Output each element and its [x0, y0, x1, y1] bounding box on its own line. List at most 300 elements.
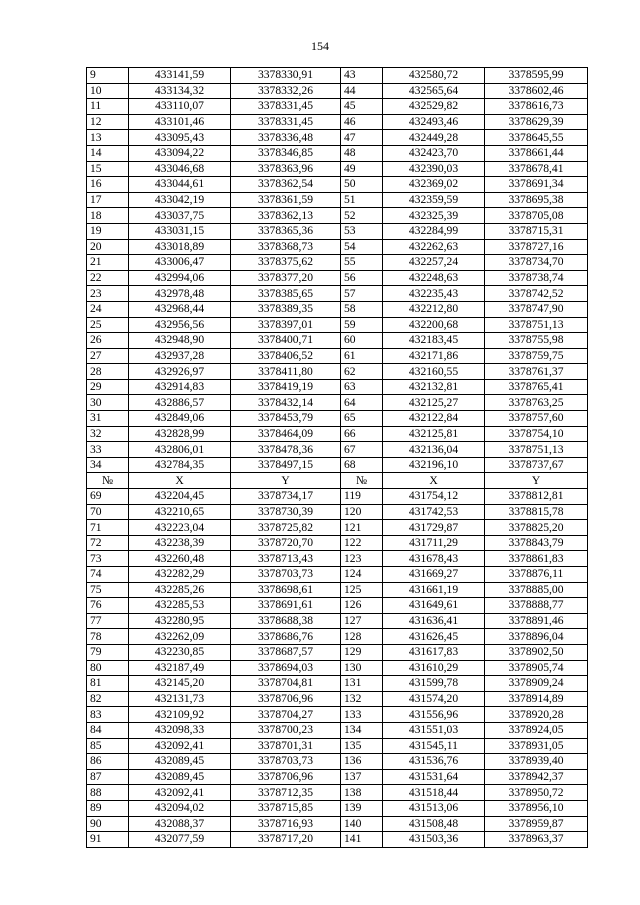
x-coordinate-cell: 431599,78: [383, 676, 485, 692]
point-number-cell: 128: [341, 629, 383, 645]
point-number-cell: 85: [87, 738, 129, 754]
x-coordinate-cell: 432092,41: [129, 738, 231, 754]
point-number-cell: 138: [341, 785, 383, 801]
table-row: [87, 145, 588, 161]
point-number-cell: 29: [87, 379, 129, 395]
point-number-cell: 43: [341, 68, 383, 84]
point-number-cell: 89: [87, 800, 129, 816]
table-row: [87, 379, 588, 395]
x-coordinate-cell: 432284,99: [383, 223, 485, 239]
x-coordinate-cell: 432131,73: [129, 691, 231, 707]
table-row: [87, 457, 588, 473]
table-row: [87, 192, 588, 208]
y-coordinate-cell: 3378742,52: [485, 286, 588, 302]
table-header-row: [87, 473, 588, 489]
y-coordinate-cell: 3378330,91: [231, 68, 341, 84]
y-coordinate-cell: 3378896,04: [485, 629, 588, 645]
point-number-cell: 12: [87, 114, 129, 130]
x-coordinate-cell: 431729,87: [383, 520, 485, 536]
x-coordinate-cell: 432132,81: [383, 379, 485, 395]
y-coordinate-cell: 3378385,65: [231, 286, 341, 302]
table-row: [87, 598, 588, 614]
y-coordinate-cell: 3378691,34: [485, 177, 588, 193]
point-number-cell: 74: [87, 567, 129, 583]
point-number-cell: 14: [87, 145, 129, 161]
x-coordinate-cell: 432212,80: [383, 301, 485, 317]
y-coordinate-cell: 3378920,28: [485, 707, 588, 723]
x-coordinate-cell: 433031,15: [129, 223, 231, 239]
x-coordinate-cell: 432187,49: [129, 660, 231, 676]
y-coordinate-cell: 3378751,13: [485, 317, 588, 333]
x-coordinate-cell: 432914,83: [129, 379, 231, 395]
y-coordinate-cell: 3378362,54: [231, 177, 341, 193]
table-row: [87, 629, 588, 645]
header-cell: Y: [231, 473, 341, 489]
point-number-cell: 78: [87, 629, 129, 645]
point-number-cell: 49: [341, 161, 383, 177]
table-row: [87, 613, 588, 629]
point-number-cell: 129: [341, 644, 383, 660]
point-number-cell: 90: [87, 816, 129, 832]
point-number-cell: 21: [87, 255, 129, 271]
y-coordinate-cell: 3378695,38: [485, 192, 588, 208]
point-number-cell: 139: [341, 800, 383, 816]
point-number-cell: 51: [341, 192, 383, 208]
table-row: [87, 68, 588, 84]
point-number-cell: 32: [87, 426, 129, 442]
table-row: [87, 223, 588, 239]
point-number-cell: 33: [87, 442, 129, 458]
x-coordinate-cell: 432580,72: [383, 68, 485, 84]
table-row: [87, 411, 588, 427]
point-number-cell: 25: [87, 317, 129, 333]
point-number-cell: 15: [87, 161, 129, 177]
x-coordinate-cell: 432285,53: [129, 598, 231, 614]
point-number-cell: 62: [341, 364, 383, 380]
y-coordinate-cell: 3378661,44: [485, 145, 588, 161]
table-row: [87, 738, 588, 754]
x-coordinate-cell: 432369,02: [383, 177, 485, 193]
table-row: [87, 707, 588, 723]
table-row: [87, 722, 588, 738]
y-coordinate-cell: 3378704,81: [231, 676, 341, 692]
x-coordinate-cell: 432325,39: [383, 208, 485, 224]
point-number-cell: 81: [87, 676, 129, 692]
y-coordinate-cell: 3378924,05: [485, 722, 588, 738]
point-number-cell: 60: [341, 333, 383, 349]
y-coordinate-cell: 3378688,38: [231, 613, 341, 629]
x-coordinate-cell: 432204,45: [129, 489, 231, 505]
point-number-cell: 52: [341, 208, 383, 224]
y-coordinate-cell: 3378717,20: [231, 832, 341, 848]
x-coordinate-cell: 432125,27: [383, 395, 485, 411]
point-number-cell: 48: [341, 145, 383, 161]
point-number-cell: 91: [87, 832, 129, 848]
y-coordinate-cell: 3378397,01: [231, 317, 341, 333]
point-number-cell: 141: [341, 832, 383, 848]
x-coordinate-cell: 431754,12: [383, 489, 485, 505]
point-number-cell: 24: [87, 301, 129, 317]
x-coordinate-cell: 432122,84: [383, 411, 485, 427]
y-coordinate-cell: 3378891,46: [485, 613, 588, 629]
x-coordinate-cell: 432968,44: [129, 301, 231, 317]
table-row: [87, 161, 588, 177]
point-number-cell: 47: [341, 130, 383, 146]
table-row: [87, 769, 588, 785]
x-coordinate-cell: 432235,43: [383, 286, 485, 302]
y-coordinate-cell: 3378363,96: [231, 161, 341, 177]
point-number-cell: 46: [341, 114, 383, 130]
x-coordinate-cell: 432978,48: [129, 286, 231, 302]
y-coordinate-cell: 3378909,24: [485, 676, 588, 692]
x-coordinate-cell: 432390,03: [383, 161, 485, 177]
x-coordinate-cell: 432493,46: [383, 114, 485, 130]
table-row: [87, 114, 588, 130]
table-row: [87, 130, 588, 146]
x-coordinate-cell: 432092,41: [129, 785, 231, 801]
y-coordinate-cell: 3378914,89: [485, 691, 588, 707]
point-number-cell: 70: [87, 504, 129, 520]
x-coordinate-cell: 432280,95: [129, 613, 231, 629]
x-coordinate-cell: 431545,11: [383, 738, 485, 754]
point-number-cell: 68: [341, 457, 383, 473]
y-coordinate-cell: 3378861,83: [485, 551, 588, 567]
y-coordinate-cell: 3378432,14: [231, 395, 341, 411]
table-row: [87, 676, 588, 692]
table-row: [87, 301, 588, 317]
table-row: [87, 660, 588, 676]
table-row: [87, 520, 588, 536]
x-coordinate-cell: 433094,22: [129, 145, 231, 161]
table-row: [87, 177, 588, 193]
x-coordinate-cell: 432849,06: [129, 411, 231, 427]
point-number-cell: 120: [341, 504, 383, 520]
table-row: [87, 317, 588, 333]
y-coordinate-cell: 3378725,82: [231, 520, 341, 536]
y-coordinate-cell: 3378755,98: [485, 333, 588, 349]
y-coordinate-cell: 3378616,73: [485, 99, 588, 115]
point-number-cell: 44: [341, 83, 383, 99]
y-coordinate-cell: 3378704,27: [231, 707, 341, 723]
point-number-cell: 82: [87, 691, 129, 707]
y-coordinate-cell: 3378497,15: [231, 457, 341, 473]
x-coordinate-cell: 433095,43: [129, 130, 231, 146]
y-coordinate-cell: 3378701,31: [231, 738, 341, 754]
x-coordinate-cell: 433042,19: [129, 192, 231, 208]
table-row: [87, 348, 588, 364]
y-coordinate-cell: 3378720,70: [231, 535, 341, 551]
table-row: [87, 333, 588, 349]
y-coordinate-cell: 3378332,26: [231, 83, 341, 99]
x-coordinate-cell: 432948,90: [129, 333, 231, 349]
header-cell: №: [341, 473, 383, 489]
x-coordinate-cell: 432886,57: [129, 395, 231, 411]
y-coordinate-cell: 3378712,35: [231, 785, 341, 801]
x-coordinate-cell: 432094,02: [129, 800, 231, 816]
x-coordinate-cell: 432238,39: [129, 535, 231, 551]
x-coordinate-cell: 432248,63: [383, 270, 485, 286]
y-coordinate-cell: 3378678,41: [485, 161, 588, 177]
y-coordinate-cell: 3378751,13: [485, 442, 588, 458]
header-cell: №: [87, 473, 129, 489]
table-row: [87, 489, 588, 505]
point-number-cell: 124: [341, 567, 383, 583]
table-row: [87, 691, 588, 707]
x-coordinate-cell: 432565,64: [383, 83, 485, 99]
y-coordinate-cell: 3378389,35: [231, 301, 341, 317]
point-number-cell: 71: [87, 520, 129, 536]
y-coordinate-cell: 3378727,16: [485, 239, 588, 255]
coordinates-table: [86, 67, 588, 848]
y-coordinate-cell: 3378362,13: [231, 208, 341, 224]
point-number-cell: 125: [341, 582, 383, 598]
table-row: [87, 442, 588, 458]
y-coordinate-cell: 3378963,37: [485, 832, 588, 848]
x-coordinate-cell: 432282,29: [129, 567, 231, 583]
y-coordinate-cell: 3378761,37: [485, 364, 588, 380]
y-coordinate-cell: 3378876,11: [485, 567, 588, 583]
x-coordinate-cell: 431661,19: [383, 582, 485, 598]
y-coordinate-cell: 3378713,43: [231, 551, 341, 567]
point-number-cell: 16: [87, 177, 129, 193]
point-number-cell: 13: [87, 130, 129, 146]
y-coordinate-cell: 3378368,73: [231, 239, 341, 255]
y-coordinate-cell: 3378931,05: [485, 738, 588, 754]
point-number-cell: 26: [87, 333, 129, 349]
point-number-cell: 80: [87, 660, 129, 676]
y-coordinate-cell: 3378843,79: [485, 535, 588, 551]
point-number-cell: 64: [341, 395, 383, 411]
x-coordinate-cell: 432956,56: [129, 317, 231, 333]
table-row: [87, 504, 588, 520]
y-coordinate-cell: 3378738,74: [485, 270, 588, 286]
point-number-cell: 28: [87, 364, 129, 380]
table-row: [87, 644, 588, 660]
point-number-cell: 23: [87, 286, 129, 302]
x-coordinate-cell: 432937,28: [129, 348, 231, 364]
point-number-cell: 75: [87, 582, 129, 598]
y-coordinate-cell: 3378754,10: [485, 426, 588, 442]
x-coordinate-cell: 433037,75: [129, 208, 231, 224]
table-row: [87, 364, 588, 380]
x-coordinate-cell: 432285,26: [129, 582, 231, 598]
x-coordinate-cell: 432423,70: [383, 145, 485, 161]
x-coordinate-cell: 432089,45: [129, 769, 231, 785]
table-row: [87, 83, 588, 99]
x-coordinate-cell: 432109,92: [129, 707, 231, 723]
y-coordinate-cell: 3378956,10: [485, 800, 588, 816]
x-coordinate-cell: 432257,24: [383, 255, 485, 271]
x-coordinate-cell: 431678,43: [383, 551, 485, 567]
point-number-cell: 121: [341, 520, 383, 536]
y-coordinate-cell: 3378331,45: [231, 99, 341, 115]
point-number-cell: 31: [87, 411, 129, 427]
x-coordinate-cell: 432223,04: [129, 520, 231, 536]
point-number-cell: 54: [341, 239, 383, 255]
x-coordinate-cell: 431508,48: [383, 816, 485, 832]
y-coordinate-cell: 3378691,61: [231, 598, 341, 614]
y-coordinate-cell: 3378595,99: [485, 68, 588, 84]
point-number-cell: 77: [87, 613, 129, 629]
point-number-cell: 56: [341, 270, 383, 286]
x-coordinate-cell: 431503,36: [383, 832, 485, 848]
x-coordinate-cell: 431610,29: [383, 660, 485, 676]
point-number-cell: 18: [87, 208, 129, 224]
table-row: [87, 270, 588, 286]
point-number-cell: 50: [341, 177, 383, 193]
y-coordinate-cell: 3378902,50: [485, 644, 588, 660]
y-coordinate-cell: 3378734,70: [485, 255, 588, 271]
x-coordinate-cell: 433044,61: [129, 177, 231, 193]
header-cell: X: [383, 473, 485, 489]
point-number-cell: 119: [341, 489, 383, 505]
x-coordinate-cell: 432449,28: [383, 130, 485, 146]
table-row: [87, 816, 588, 832]
x-coordinate-cell: 433110,07: [129, 99, 231, 115]
table-row: [87, 551, 588, 567]
point-number-cell: 57: [341, 286, 383, 302]
x-coordinate-cell: 431617,83: [383, 644, 485, 660]
point-number-cell: 22: [87, 270, 129, 286]
y-coordinate-cell: 3378905,74: [485, 660, 588, 676]
x-coordinate-cell: 431531,64: [383, 769, 485, 785]
point-number-cell: 58: [341, 301, 383, 317]
y-coordinate-cell: 3378939,40: [485, 754, 588, 770]
point-number-cell: 137: [341, 769, 383, 785]
point-number-cell: 59: [341, 317, 383, 333]
point-number-cell: 19: [87, 223, 129, 239]
point-number-cell: 69: [87, 489, 129, 505]
table-row: [87, 567, 588, 583]
x-coordinate-cell: 432125,81: [383, 426, 485, 442]
x-coordinate-cell: 432359,59: [383, 192, 485, 208]
point-number-cell: 127: [341, 613, 383, 629]
y-coordinate-cell: 3378942,37: [485, 769, 588, 785]
x-coordinate-cell: 432145,20: [129, 676, 231, 692]
y-coordinate-cell: 3378346,85: [231, 145, 341, 161]
y-coordinate-cell: 3378765,41: [485, 379, 588, 395]
x-coordinate-cell: 432994,06: [129, 270, 231, 286]
y-coordinate-cell: 3378687,57: [231, 644, 341, 660]
x-coordinate-cell: 433046,68: [129, 161, 231, 177]
point-number-cell: 140: [341, 816, 383, 832]
y-coordinate-cell: 3378694,03: [231, 660, 341, 676]
x-coordinate-cell: 432077,59: [129, 832, 231, 848]
y-coordinate-cell: 3378747,90: [485, 301, 588, 317]
y-coordinate-cell: 3378715,31: [485, 223, 588, 239]
point-number-cell: 76: [87, 598, 129, 614]
y-coordinate-cell: 3378888,77: [485, 598, 588, 614]
y-coordinate-cell: 3378464,09: [231, 426, 341, 442]
point-number-cell: 126: [341, 598, 383, 614]
point-number-cell: 131: [341, 676, 383, 692]
x-coordinate-cell: 431551,03: [383, 722, 485, 738]
x-coordinate-cell: 431742,53: [383, 504, 485, 520]
table-row: [87, 785, 588, 801]
point-number-cell: 53: [341, 223, 383, 239]
point-number-cell: 123: [341, 551, 383, 567]
y-coordinate-cell: 3378419,19: [231, 379, 341, 395]
point-number-cell: 63: [341, 379, 383, 395]
point-number-cell: 122: [341, 535, 383, 551]
table-row: [87, 535, 588, 551]
y-coordinate-cell: 3378400,71: [231, 333, 341, 349]
x-coordinate-cell: 432262,09: [129, 629, 231, 645]
point-number-cell: 132: [341, 691, 383, 707]
y-coordinate-cell: 3378700,23: [231, 722, 341, 738]
point-number-cell: 67: [341, 442, 383, 458]
y-coordinate-cell: 3378959,87: [485, 816, 588, 832]
table-row: [87, 582, 588, 598]
y-coordinate-cell: 3378734,17: [231, 489, 341, 505]
x-coordinate-cell: 432098,33: [129, 722, 231, 738]
x-coordinate-cell: 431518,44: [383, 785, 485, 801]
point-number-cell: 136: [341, 754, 383, 770]
x-coordinate-cell: 431626,45: [383, 629, 485, 645]
y-coordinate-cell: 3378478,36: [231, 442, 341, 458]
x-coordinate-cell: 432260,48: [129, 551, 231, 567]
x-coordinate-cell: 431711,29: [383, 535, 485, 551]
y-coordinate-cell: 3378365,36: [231, 223, 341, 239]
x-coordinate-cell: 432136,04: [383, 442, 485, 458]
y-coordinate-cell: 3378730,39: [231, 504, 341, 520]
y-coordinate-cell: 3378706,96: [231, 769, 341, 785]
table-row: [87, 800, 588, 816]
y-coordinate-cell: 3378453,79: [231, 411, 341, 427]
x-coordinate-cell: 433018,89: [129, 239, 231, 255]
y-coordinate-cell: 3378825,20: [485, 520, 588, 536]
x-coordinate-cell: 433101,46: [129, 114, 231, 130]
point-number-cell: 11: [87, 99, 129, 115]
y-coordinate-cell: 3378703,73: [231, 754, 341, 770]
x-coordinate-cell: 431636,41: [383, 613, 485, 629]
table-row: [87, 208, 588, 224]
page-number: 154: [311, 39, 329, 53]
point-number-cell: 73: [87, 551, 129, 567]
table-row: [87, 99, 588, 115]
point-number-cell: 134: [341, 722, 383, 738]
table-row: [87, 239, 588, 255]
y-coordinate-cell: 3378705,08: [485, 208, 588, 224]
y-coordinate-cell: 3378759,75: [485, 348, 588, 364]
y-coordinate-cell: 3378686,76: [231, 629, 341, 645]
table-row: [87, 426, 588, 442]
point-number-cell: 17: [87, 192, 129, 208]
point-number-cell: 55: [341, 255, 383, 271]
x-coordinate-cell: 432200,68: [383, 317, 485, 333]
x-coordinate-cell: 431669,27: [383, 567, 485, 583]
y-coordinate-cell: 3378706,96: [231, 691, 341, 707]
y-coordinate-cell: 3378716,93: [231, 816, 341, 832]
point-number-cell: 135: [341, 738, 383, 754]
point-number-cell: 10: [87, 83, 129, 99]
x-coordinate-cell: 432230,85: [129, 644, 231, 660]
table-row: [87, 395, 588, 411]
x-coordinate-cell: 432160,55: [383, 364, 485, 380]
point-number-cell: 61: [341, 348, 383, 364]
y-coordinate-cell: 3378375,62: [231, 255, 341, 271]
table-row: [87, 832, 588, 848]
y-coordinate-cell: 3378757,60: [485, 411, 588, 427]
y-coordinate-cell: 3378737,67: [485, 457, 588, 473]
x-coordinate-cell: 432183,45: [383, 333, 485, 349]
y-coordinate-cell: 3378950,72: [485, 785, 588, 801]
x-coordinate-cell: 432088,37: [129, 816, 231, 832]
x-coordinate-cell: 433141,59: [129, 68, 231, 84]
point-number-cell: 34: [87, 457, 129, 473]
x-coordinate-cell: 432806,01: [129, 442, 231, 458]
point-number-cell: 66: [341, 426, 383, 442]
